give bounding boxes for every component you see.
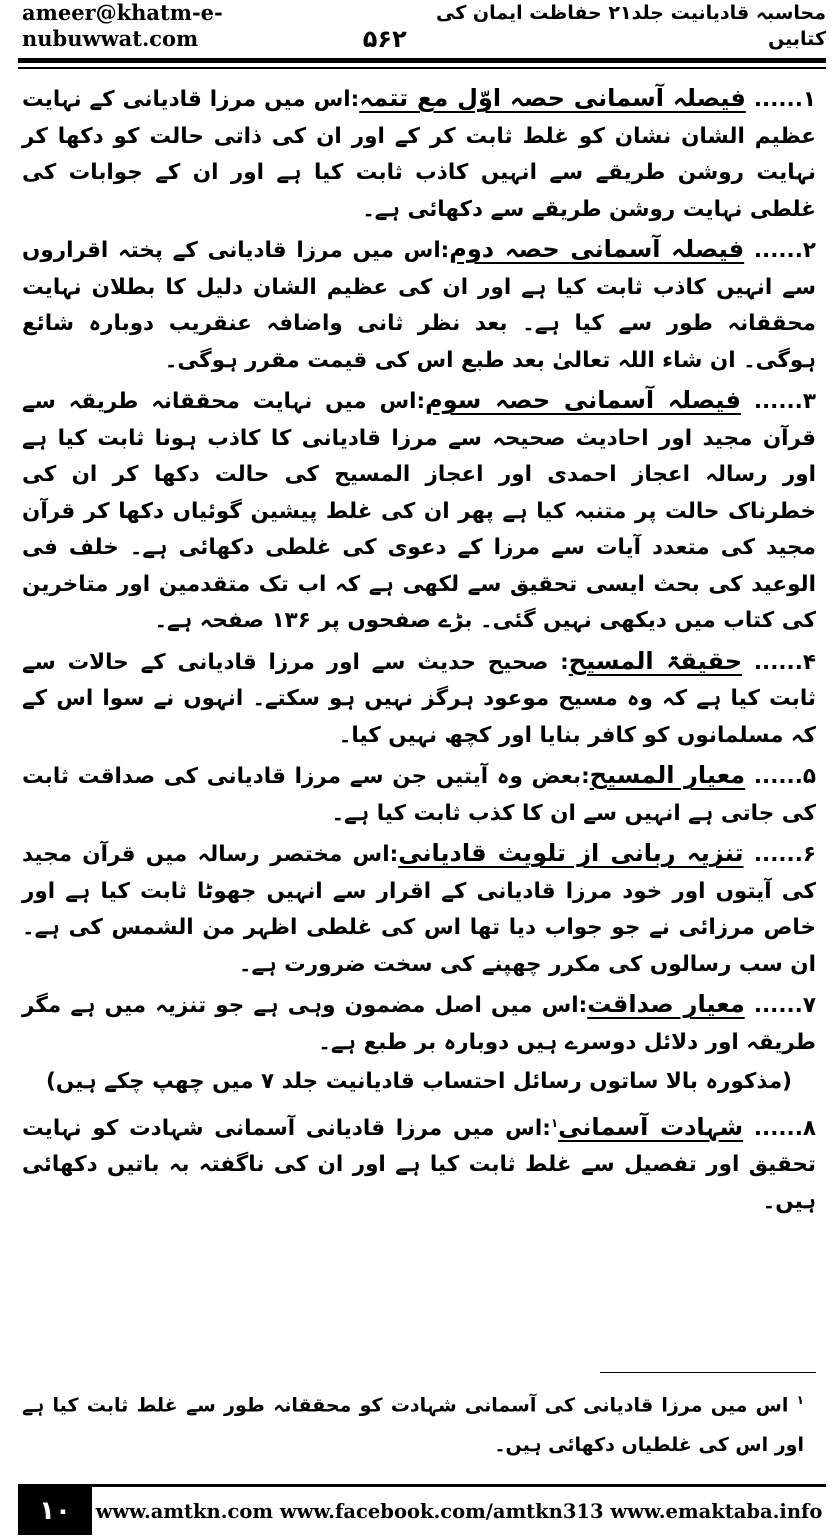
footer-rule [18, 1484, 826, 1487]
item-text: :اس میں اصل مضمون وہی ہے جو تنزیہ میں ہے مگر طریقہ اور دلائل دوسرے ہیں دوبارہ بر طبع ہے۔ [22, 993, 816, 1055]
header-rule-thin [18, 67, 826, 69]
page-footer [18, 1488, 826, 1534]
item-text: :اس میں مرزا قادیانی کے پختہ اقراروں سے انہیں کاذب ثابت کیا ہے اور ان کی عظیم الشان دلیل کا بطلان نہایت محققانہ طور سے کیا ہے۔ بعد نظر ثانی واضافہ عنقریب دوبارہ شائع ہوگی۔ ان شاء اللہ تعالیٰ بعد طبع اس کی قیمت مقرر ہوگی۔ [22, 238, 816, 373]
item-text: :بعض وہ آیتیں جن سے مرزا قادیانی کی صداقت ثابت کی جاتی ہے انہیں سے ان کا کذب ثابت کیا ہے۔ [22, 764, 816, 826]
header-email[interactable]: ameer@khatm-e-nubuwwat.com [22, 0, 223, 51]
page-header [22, 0, 826, 53]
list-item-3 [22, 382, 816, 640]
item-text: : صحیح حدیث سے اور مرزا قادیانی کے حالات سے ثابت کیا ہے کہ وہ مسیح موعود ہرگز نہیں ہو سکتے۔ انہوں نے سوا اس کے کہ مسلمانوں کو کافر بنایا اور کچھ نہیں کیا۔ [22, 649, 816, 748]
item-title: حقیقۃ المسیح [568, 646, 743, 675]
item-number: ۳...... [753, 389, 816, 414]
item-title: فیصلہ آسمانی حصہ دوم [449, 235, 745, 263]
header-rule-thick [18, 58, 826, 63]
item-number: ۴...... [753, 649, 816, 675]
item-title: شہادت آسمانی [558, 1112, 744, 1141]
item-title: معیار صداقت [587, 990, 745, 1018]
list-item-7 [22, 986, 816, 1061]
list-item-4 [22, 643, 816, 755]
footnote [22, 1380, 804, 1465]
item-text: :اس میں نہایت محققانہ طریقہ سے قرآن مجید اور احادیث صحیحہ سے مرزا قادیانی کا کاذب ہونا ثابت کیا ہے اور رسالہ اعجاز احمدی اور اعجاز المسیح کی حالت دکھا کر ان کی خطرناک حالت پر متنبہ کیا ہے پھر ان کی غلط پیشین گوئیاں دکھا کر قرآن مجید کی متعدد آیات سے مرزا کے دعوی کی غلطی دکھائی ہے۔ خلف فی الوعید کی بحث ایسی تحقیق سے لکھی ہے کہ اب تک متقدمین اور متاخرین کی کتاب میں دیکھی نہیں گئی۔ بڑے صفحوں پر ۱۳۶ صفحہ ہے۔ [22, 389, 816, 633]
footnote-mark: ۱ [796, 1393, 804, 1407]
parenthetical-note: (مذکورہ بالا ساتوں رسائل احتساب قادیانیت جلد ۷ میں چھپ چکے ہیں) [46, 1069, 792, 1094]
item-text: :اس میں مرزا قادیانی کے نہایت عظیم الشان نشان کو غلط ثابت کر کے اور ان کی ذاتی حالت کو دکھا کر نہایت روشن طریقے سے انہیں کاذب ثابت کیا ہے اور ان کے جوابات کی غلطی نہایت روشن طریقے سے دکھائی ہے۔ [22, 87, 816, 222]
item-number: ۲...... [753, 238, 816, 263]
header-right [363, 0, 826, 52]
item-title: معیار المسیح [589, 761, 746, 789]
item-number: ۶...... [753, 842, 816, 867]
list-item-8 [22, 1105, 816, 1221]
header-title: محاسبہ قادیانیت جلد۲۱ حفاظت ایمان کی کتابیں [436, 2, 826, 50]
list-item-6 [22, 835, 816, 983]
item-number: ۱...... [753, 87, 816, 112]
item-title: فیصلہ آسمانی حصہ سوم [425, 386, 741, 414]
footnote-marker: ۱ [550, 1115, 559, 1130]
item-number: ۷...... [753, 993, 816, 1018]
item-number: ۸...... [753, 1115, 817, 1141]
item-title: فیصلہ آسمانی حصہ اوّل مع تتمہ [359, 84, 746, 112]
footer-links[interactable]: www.amtkn.com www.facebook.com/amtkn313 www.emaktaba.info [95, 1499, 823, 1523]
main-content [22, 80, 816, 1223]
footnote-text: اس میں مرزا قادیانی کی آسمانی شہادت کو محققانہ طور سے غلط ثابت کیا ہے اور اس کی غلطیاں دکھائی ہیں۔ [22, 1394, 804, 1457]
list-item-2 [22, 231, 816, 379]
footer-page-box: ۱۰ [18, 1487, 92, 1535]
list-item-1 [22, 80, 816, 228]
item-text: :اس میں مرزا قادیانی آسمانی شہادت کو نہایت تحقیق اور تفصیل سے غلط ثابت کیا ہے اور ان کی ناگفتہ بہ باتیں دکھائی ہیں۔ [22, 1115, 816, 1214]
header-page-number: ۵۶۲ [362, 25, 407, 53]
item-text: :اس مختصر رسالہ میں قرآن مجید کی آیتوں اور خود مرزا قادیانی کے اقرار سے انہیں جھوٹا ثابت کیا ہے اور خاص مرزائی نے جو جواب دیا تھا اس کی غلطی اظہر من الشمس کی ہے۔ ان سب رسالوں کی مکرر چھپنے کی سخت ضرورت ہے۔ [22, 842, 816, 977]
list-item-5 [22, 757, 816, 832]
item-number: ۵...... [753, 764, 816, 789]
item-title: تنزیہ ربانی از تلویث قادیانی [398, 839, 744, 867]
footnote-rule [600, 1372, 816, 1373]
